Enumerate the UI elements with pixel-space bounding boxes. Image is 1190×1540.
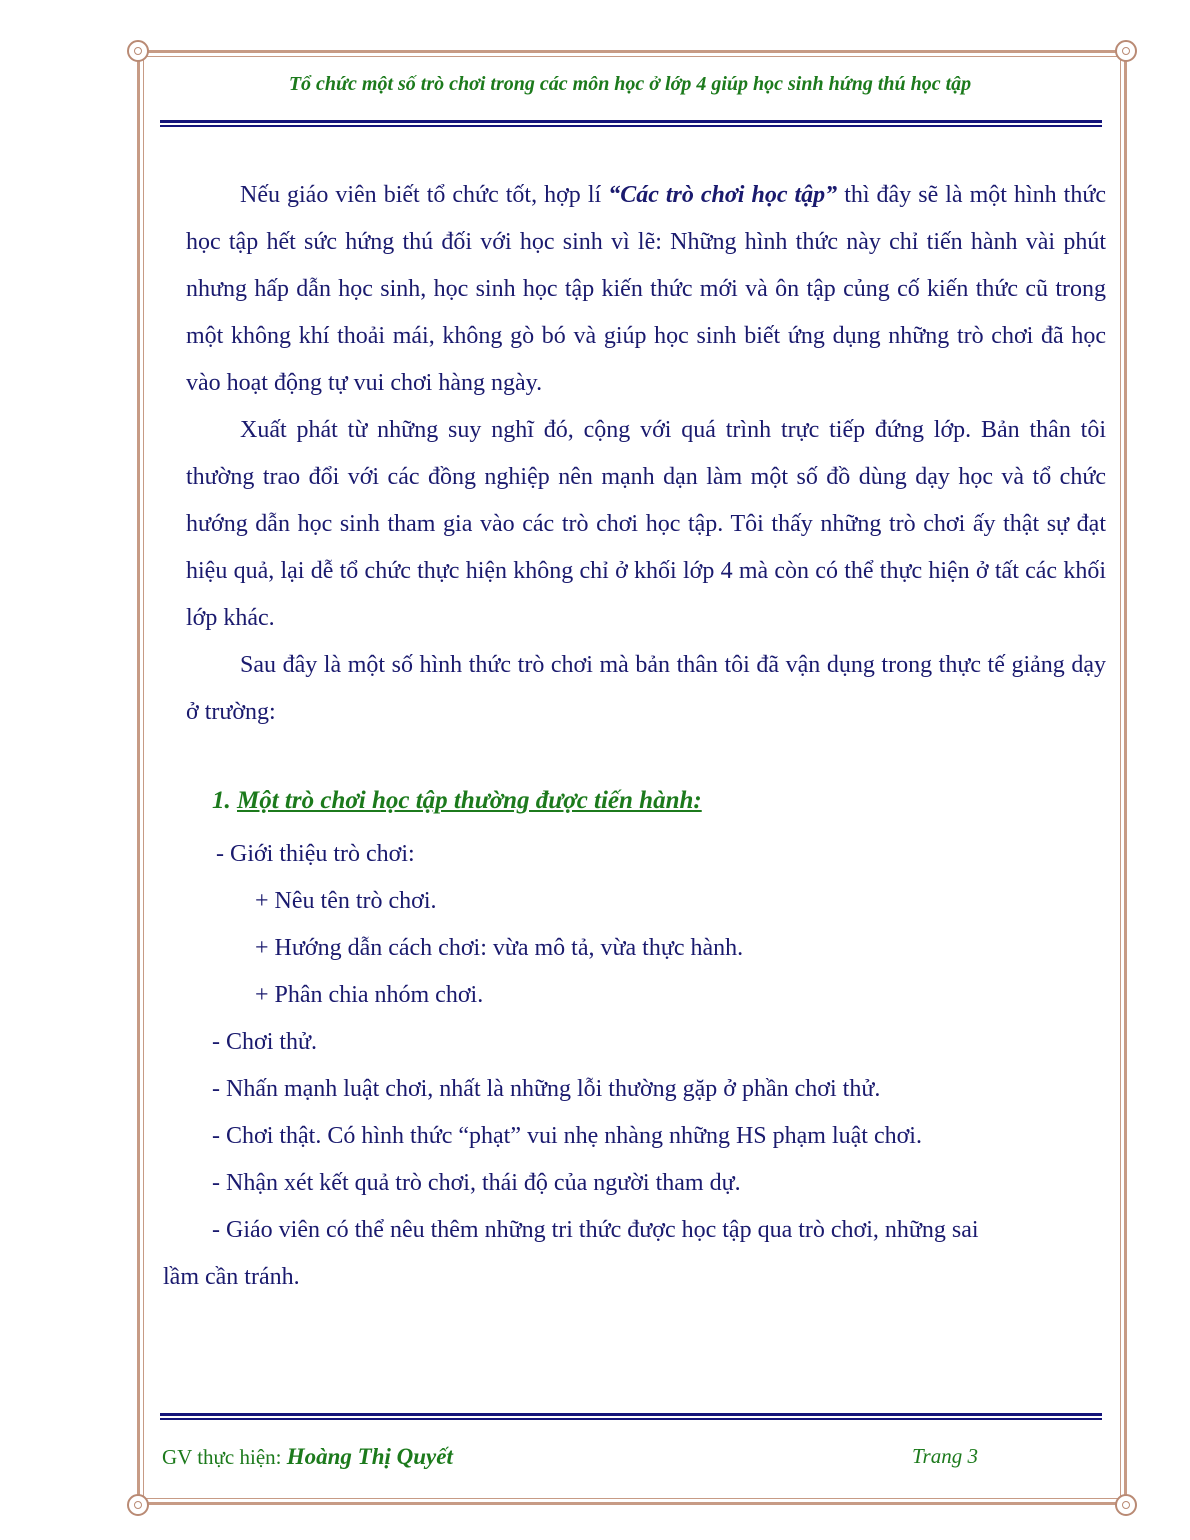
list-item: - Giáo viên có thể nêu thêm những tri thức được học tập qua trò chơi, những sai [212,1217,979,1243]
header-divider [160,120,1102,127]
paragraph-1: Nếu giáo viên biết tổ chức tốt, hợp lí “Các trò chơi học tập” thì đây sẽ là một hình thức học tập hết sức hứng thú đối với học sinh vì lẽ: Những hình thức này chỉ tiến hành vài phút nhưng hấp dẫn học sinh, học sinh học tập kiến thức mới và ôn tập củng cố kiến thức cũ trong một không khí thoải mái, không gò bó và giúp học sinh biết ứng dụng những trò chơi đã học vào hoạt động tự vui chơi hàng ngày. [186,182,1106,396]
body-text [186,172,1106,736]
list-item: - Chơi thử. [212,1029,318,1055]
section-heading: 1. Một trò chơi học tập thường được tiến hành: [212,787,702,814]
list-item: + Hướng dẫn cách chơi: vừa mô tả, vừa thực hành. [255,935,744,961]
footer-divider [160,1413,1102,1420]
author-name: Hoàng Thị Quyết [286,1444,453,1469]
footer-author: GV thực hiện: Hoàng Thị Quyết [162,1444,453,1469]
corner-ornament-icon [1115,40,1137,62]
corner-ornament-icon [127,40,149,62]
list-item: - Nhấn mạnh luật chơi, nhất là những lỗi thường gặp ở phần chơi thử. [212,1076,881,1102]
corner-ornament-icon [127,1494,149,1516]
list-item: - Giới thiệu trò chơi: [216,841,415,867]
header-title: Tổ chức một số trò chơi trong các môn học ở lớp 4 giúp học sinh hứng thú học tập [288,73,972,95]
emphasis-phrase: “Các trò chơi học tập” [608,182,838,208]
paragraph-3: Sau đây là một số hình thức trò chơi mà bản thân tôi đã vận dụng trong thực tế giảng dạy ở trường: [186,652,1106,725]
corner-ornament-icon [1115,1494,1137,1516]
list-item: - Chơi thật. Có hình thức “phạt” vui nhẹ nhàng những HS phạm luật chơi. [212,1123,922,1149]
list-item: - Nhận xét kết quả trò chơi, thái độ của người tham dự. [212,1170,741,1196]
page-number: Trang 3 [912,1444,978,1468]
paragraph-2: Xuất phát từ những suy nghĩ đó, cộng với quá trình trực tiếp đứng lớp. Bản thân tôi thường trao đổi với các đồng nghiệp nên mạnh dạn làm một số đồ dùng dạy học và tổ chức hướng dẫn học sinh tham gia vào các trò chơi học tập. Tôi thấy những trò chơi ấy thật sự đạt hiệu quả, lại dễ tổ chức thực hiện không chỉ ở khối lớp 4 mà còn có thể thực hiện ở tất các khối lớp khác. [186,417,1106,631]
list-item: + Nêu tên trò chơi. [255,888,437,914]
list-item: + Phân chia nhóm chơi. [255,982,484,1008]
list-item: lầm cần tránh. [163,1264,300,1290]
